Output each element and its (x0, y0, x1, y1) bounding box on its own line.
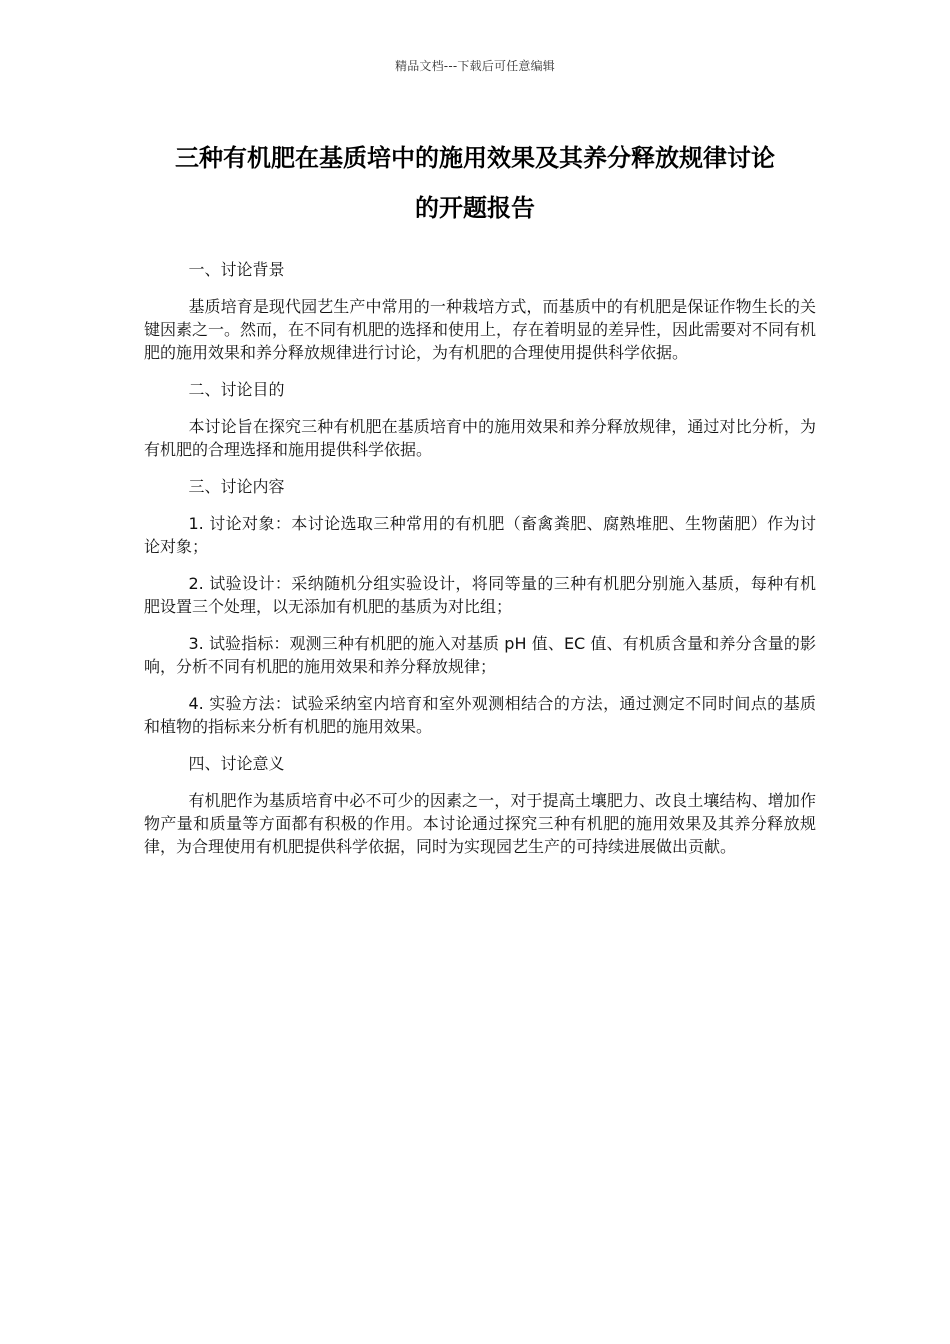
title-line-2: 的开题报告 (415, 194, 535, 222)
section-heading-significance: 四、讨论意义 (188, 754, 285, 773)
list-item-research-object: 1. 讨论对象：本讨论选取三种常用的有机肥（畜禽粪肥、腐熟堆肥、生物菌肥）作为讨论对象； (144, 514, 816, 556)
title-line-1: 三种有机肥在基质培中的施用效果及其养分释放规律讨论 (175, 144, 775, 172)
list-item-experiment-method: 4. 实验方法：试验采纳室内培育和室外观测相结合的方法，通过测定不同时间点的基质和植物的指标来分析有机肥的施用效果。 (144, 694, 816, 736)
header-note: 精品文档---下载后可任意编辑 (395, 59, 555, 73)
section-heading-background: 一、讨论背景 (188, 260, 285, 279)
paragraph-background: 基质培育是现代园艺生产中常用的一种栽培方式，而基质中的有机肥是保证作物生长的关键因素之一。然而，在不同有机肥的选择和使用上，存在着明显的差异性，因此需要对不同有机肥的施用效果和养分释放规律进行讨论，为有机肥的合理使用提供科学依据。 (144, 297, 817, 362)
paragraph-purpose: 本讨论旨在探究三种有机肥在基质培育中的施用效果和养分释放规律，通过对比分析，为有机肥的合理选择和施用提供科学依据。 (144, 417, 816, 459)
paragraph-significance: 有机肥作为基质培育中必不可少的因素之一，对于提高土壤肥力、改良土壤结构、增加作物产量和质量等方面都有积极的作用。本讨论通过探究三种有机肥的施用效果及其养分释放规律，为合理使用有机肥提供科学依据，同时为实现园艺生产的可持续进展做出贡献。 (144, 791, 816, 856)
document-body (144, 258, 816, 872)
document-title (140, 133, 810, 233)
section-heading-purpose: 二、讨论目的 (188, 380, 285, 399)
list-item-test-indicators: 3. 试验指标：观测三种有机肥的施入对基质 pH 值、EC 值、有机质含量和养分含量的影响，分析不同有机肥的施用效果和养分释放规律； (144, 634, 816, 676)
section-heading-content: 三、讨论内容 (188, 477, 285, 496)
list-item-experiment-design: 2. 试验设计：采纳随机分组实验设计，将同等量的三种有机肥分别施入基质，每种有机肥设置三个处理，以无添加有机肥的基质为对比组； (144, 574, 816, 616)
